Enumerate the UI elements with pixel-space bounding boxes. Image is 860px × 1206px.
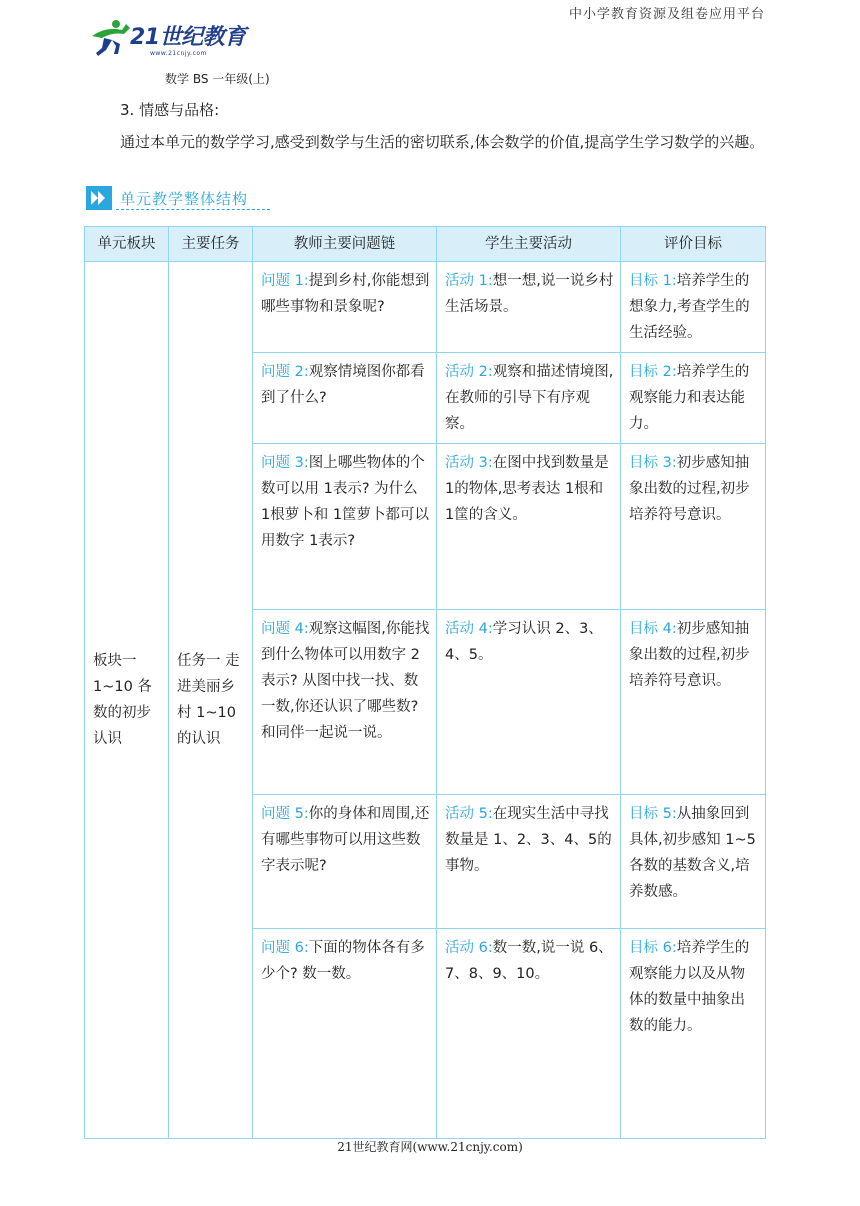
logo — [88, 16, 258, 60]
goal-text: 初步感知抽象出数的过程,初步培养符号意识。 — [629, 455, 750, 523]
table-header-row — [85, 227, 766, 262]
activity-text: 想一想,说一说乡村生活场景。 — [445, 273, 614, 315]
activity-cell — [437, 610, 621, 795]
goal-text: 培养学生的想象力,考查学生的生活经验。 — [629, 273, 750, 341]
runner-logo-icon — [88, 18, 132, 58]
goal-label: 目标 3: — [629, 455, 677, 471]
goal-label: 目标 6: — [629, 940, 677, 956]
goal-cell — [621, 444, 766, 610]
question-cell — [253, 444, 437, 610]
question-cell — [253, 610, 437, 795]
header-cell: 评价目标 — [621, 227, 766, 262]
question-label: 问题 2: — [261, 364, 309, 380]
question-cell — [253, 353, 437, 444]
structure-table — [84, 226, 766, 1139]
goal-cell — [621, 929, 766, 1139]
question-cell — [253, 929, 437, 1139]
table-row — [85, 262, 766, 353]
activity-cell — [437, 262, 621, 353]
activity-text: 在图中找到数量是 1的物体,思考表达 1根和 1筐的含义。 — [445, 455, 609, 523]
activity-label: 活动 4: — [445, 621, 493, 637]
activity-text: 数一数,说一说 6、7、8、9、10。 — [445, 940, 613, 982]
section-heading — [86, 186, 270, 210]
goal-label: 目标 5: — [629, 806, 677, 822]
activity-text: 学习认识 2、3、4、5。 — [445, 621, 603, 663]
double-arrow-icon — [86, 186, 112, 210]
question-label: 问题 3: — [261, 455, 309, 471]
activity-cell — [437, 353, 621, 444]
header-cell: 教师主要问题链 — [253, 227, 437, 262]
section-title: 单元教学整体结构 — [120, 190, 249, 208]
section-underline — [116, 209, 270, 211]
goal-text: 培养学生的观察能力以及从物体的数量中抽象出数的能力。 — [629, 940, 750, 1034]
header-cell: 学生主要活动 — [437, 227, 621, 262]
activity-cell — [437, 929, 621, 1139]
goal-cell — [621, 353, 766, 444]
activity-cell — [437, 444, 621, 610]
activity-label: 活动 1: — [445, 273, 493, 289]
activity-text: 在现实生活中寻找数量是 1、2、3、4、5的事物。 — [445, 806, 612, 874]
goal-cell — [621, 262, 766, 353]
platform-name: 中小学教育资源及组卷应用平台 — [568, 7, 765, 22]
question-label: 问题 1: — [261, 273, 309, 289]
question-cell — [253, 262, 437, 353]
goal-text: 培养学生的观察能力和表达能力。 — [629, 364, 750, 432]
header-cell: 单元板块 — [85, 227, 169, 262]
question-text: 观察这幅图,你能找到什么物体可以用数字 2表示? 从图中找一找、数一数,你还认识了哪些数? 和同伴一起说一说。 — [261, 621, 430, 741]
activity-text: 观察和描述情境图,在教师的引导下有序观察。 — [445, 364, 614, 432]
goal-label: 目标 2: — [629, 364, 677, 380]
goal-cell — [621, 795, 766, 929]
goal-cell — [621, 610, 766, 795]
goal-text: 初步感知抽象出数的过程,初步培养符号意识。 — [629, 621, 750, 689]
heading-3: 3. 情感与品格: — [120, 101, 220, 119]
question-text: 图上哪些物体的个数可以用 1表示? 为什么 1根萝卜和 1筐萝卜都可以用数字 1表示? — [261, 455, 430, 549]
activity-label: 活动 6: — [445, 940, 493, 956]
question-text: 下面的物体各有多少个? 数一数。 — [261, 940, 425, 982]
question-text: 观察情境图你都看到了什么? — [261, 364, 425, 406]
subject-line: 数学 BS 一年级(上) — [165, 72, 270, 86]
activity-label: 活动 5: — [445, 806, 493, 822]
logo-text: 21世纪教育 — [130, 25, 246, 50]
question-label: 问题 4: — [261, 621, 309, 637]
question-cell — [253, 795, 437, 929]
block-cell: 板块一 1~10 各数的初步认识 — [85, 262, 169, 1139]
task-cell: 任务一 走进美丽乡村 1~10 的认识 — [169, 262, 253, 1139]
goal-text: 从抽象回到具体,初步感知 1~5各数的基数含义,培养数感。 — [629, 806, 756, 900]
question-label: 问题 6: — [261, 940, 309, 956]
logo-subtext: www.21cnjy.com — [150, 50, 207, 57]
goal-label: 目标 1: — [629, 273, 677, 289]
activity-label: 活动 2: — [445, 364, 493, 380]
goal-label: 目标 4: — [629, 621, 677, 637]
header-cell: 主要任务 — [169, 227, 253, 262]
activity-label: 活动 3: — [445, 455, 493, 471]
activity-cell — [437, 795, 621, 929]
question-text: 提到乡村,你能想到哪些事物和景象呢? — [261, 273, 430, 315]
question-text: 你的身体和周围,还有哪些事物可以用这些数字表示呢? — [261, 806, 430, 874]
paragraph: 通过本单元的数学学习,感受到数学与生活的密切联系,体会数学的价值,提高学生学习数学的兴趣。 — [120, 133, 765, 151]
footer: 21世纪教育网(www.21cnjy.com) — [337, 1140, 523, 1154]
question-label: 问题 5: — [261, 806, 309, 822]
